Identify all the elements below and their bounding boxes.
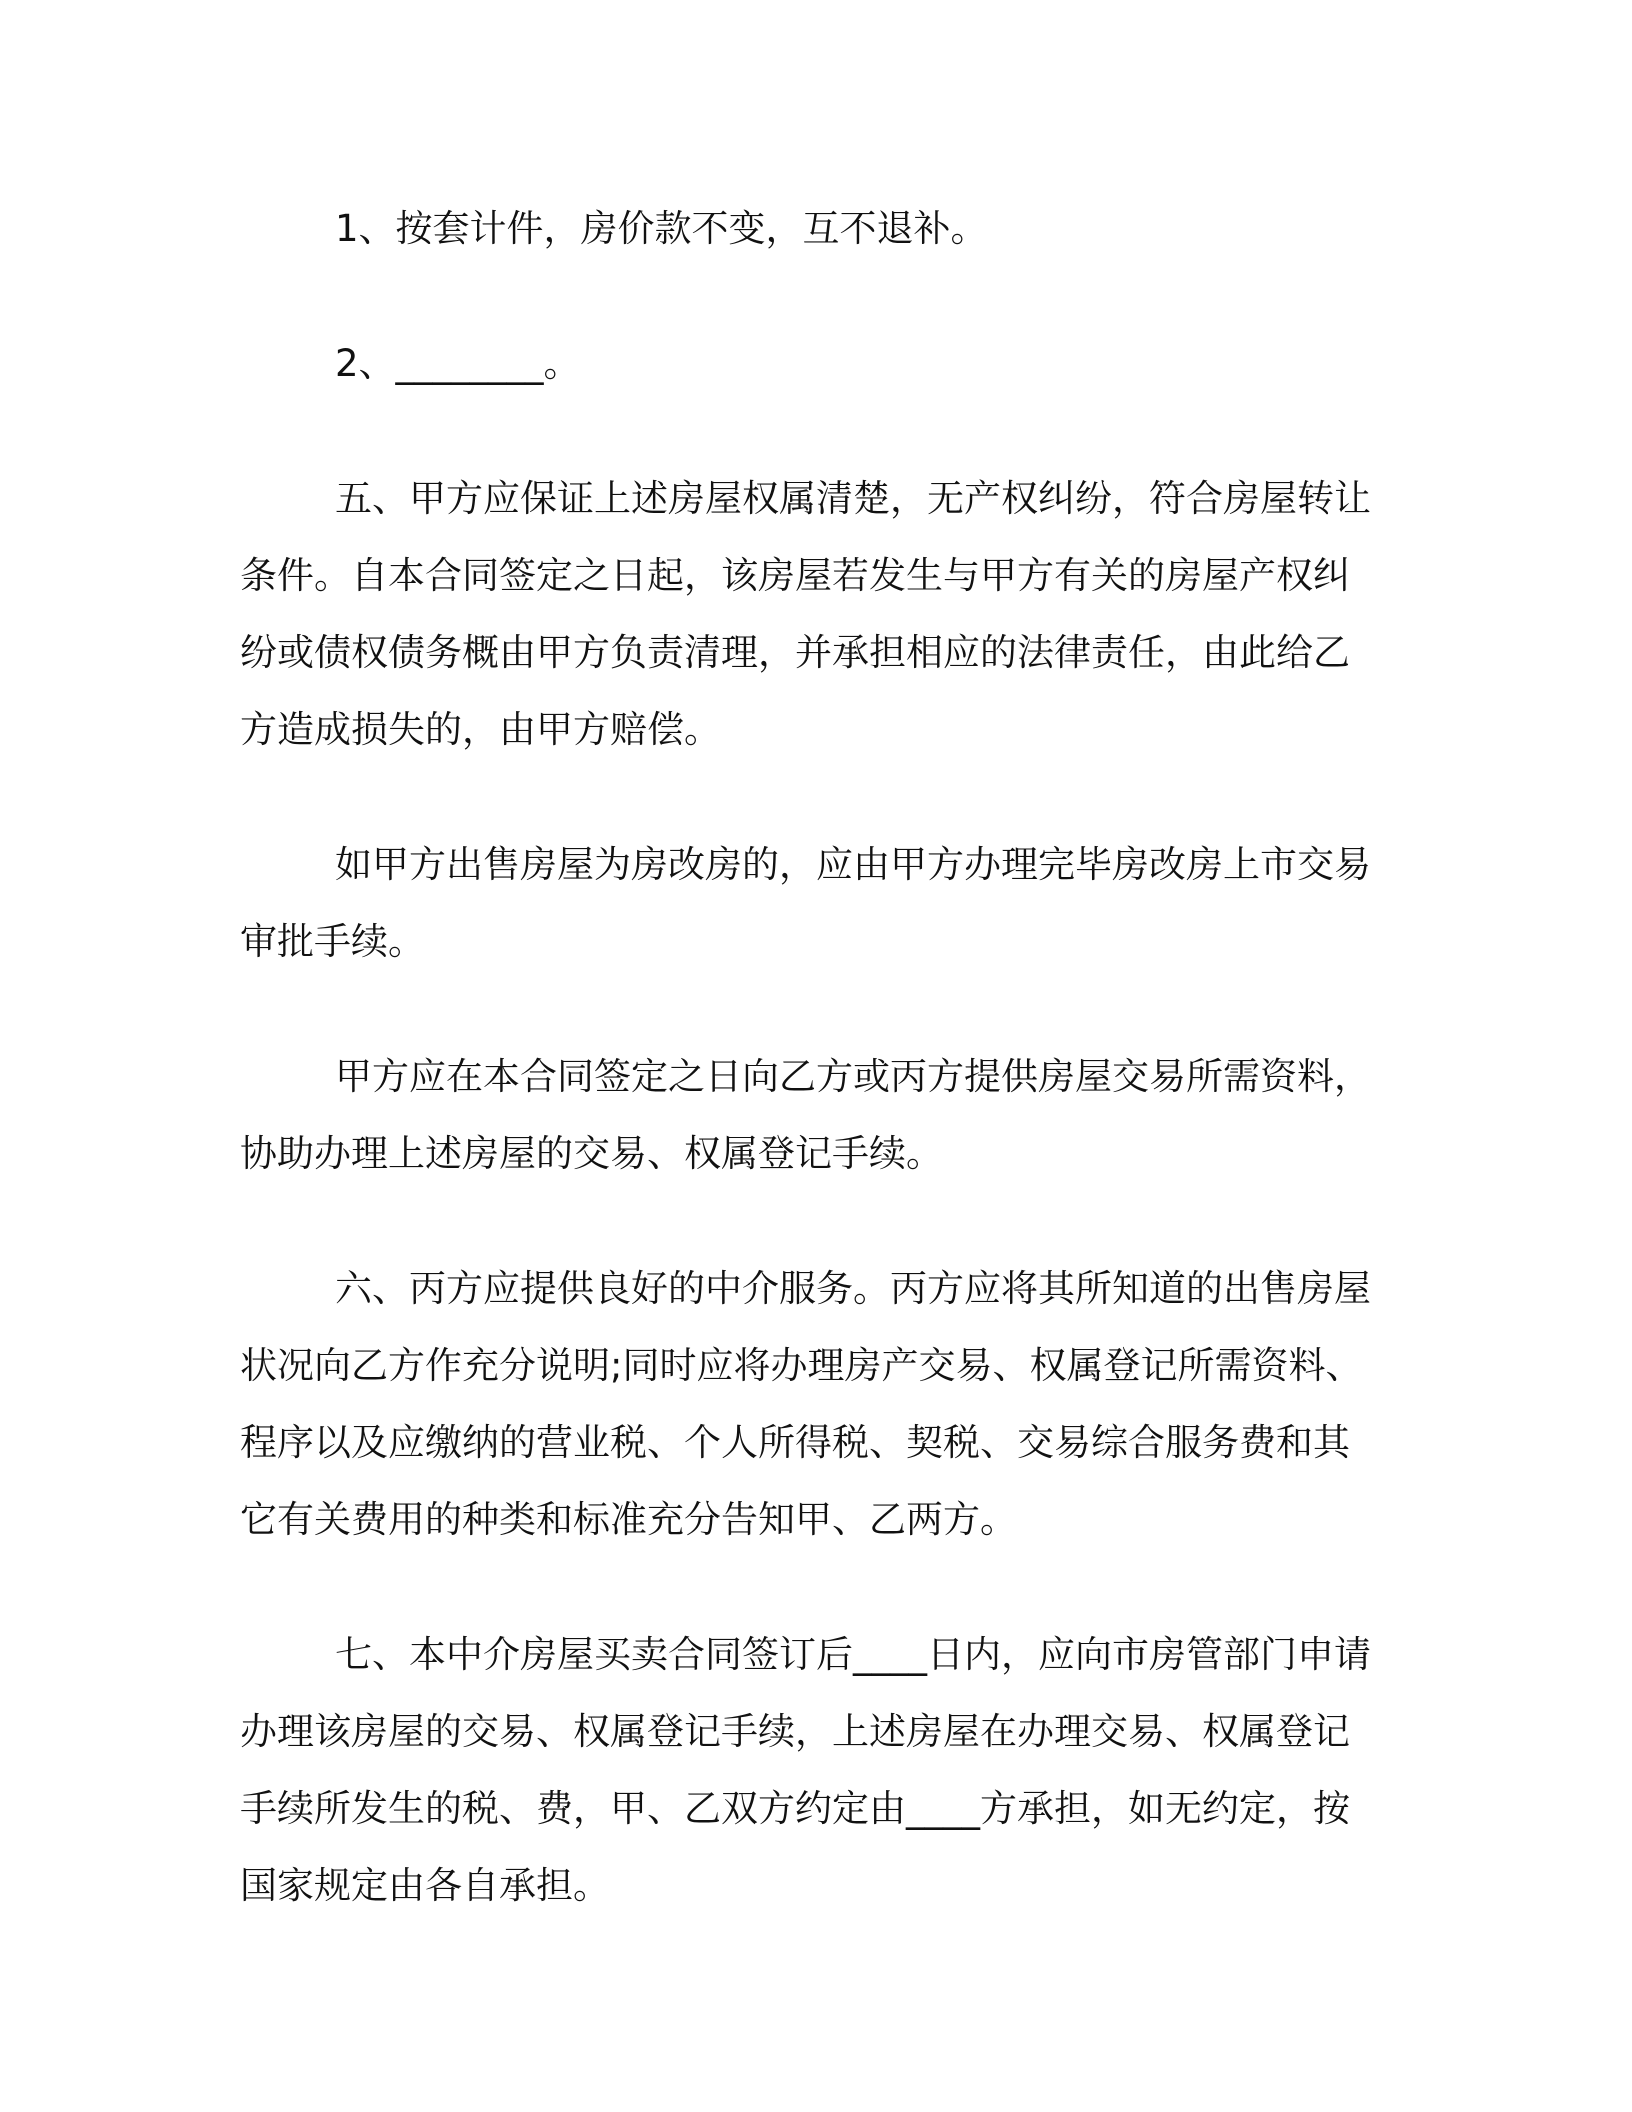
clause-seven-paragraph: 七、本中介房屋买卖合同签订后____日内，应向市房管部门申请办理该房屋的交易、权属登记手续，上述房屋在办理交易、权属登记手续所发生的税、费，甲、乙双方约定由____方承担，如无约定，按国家规定由各自承担。 <box>240 1633 1371 1907</box>
clause-item-2: 2、________。 <box>335 342 581 385</box>
documents-provision-paragraph: 甲方应在本合同签定之日向乙方或丙方提供房屋交易所需资料，协助办理上述房屋的交易、权属登记手续。 <box>240 1055 1371 1175</box>
housing-reform-paragraph: 如甲方出售房屋为房改房的，应由甲方办理完毕房改房上市交易审批手续。 <box>240 843 1371 963</box>
clause-item-1: 1、按套计件，房价款不变，互不退补。 <box>335 207 988 250</box>
clause-six-paragraph: 六、丙方应提供良好的中介服务。丙方应将其所知道的出售房屋状况向乙方作充分说明;同时应将办理房产交易、权属登记所需资料、程序以及应缴纳的营业税、个人所得税、契税、交易综合服务费和其它有关费用的种类和标准充分告知甲、乙两方。 <box>240 1267 1371 1541</box>
clause-five-paragraph: 五、甲方应保证上述房屋权属清楚，无产权纠纷，符合房屋转让条件。自本合同签定之日起，该房屋若发生与甲方有关的房屋产权纠纷或债权债务概由甲方负责清理，并承担相应的法律责任，由此给乙方造成损失的，由甲方赔偿。 <box>240 477 1371 751</box>
